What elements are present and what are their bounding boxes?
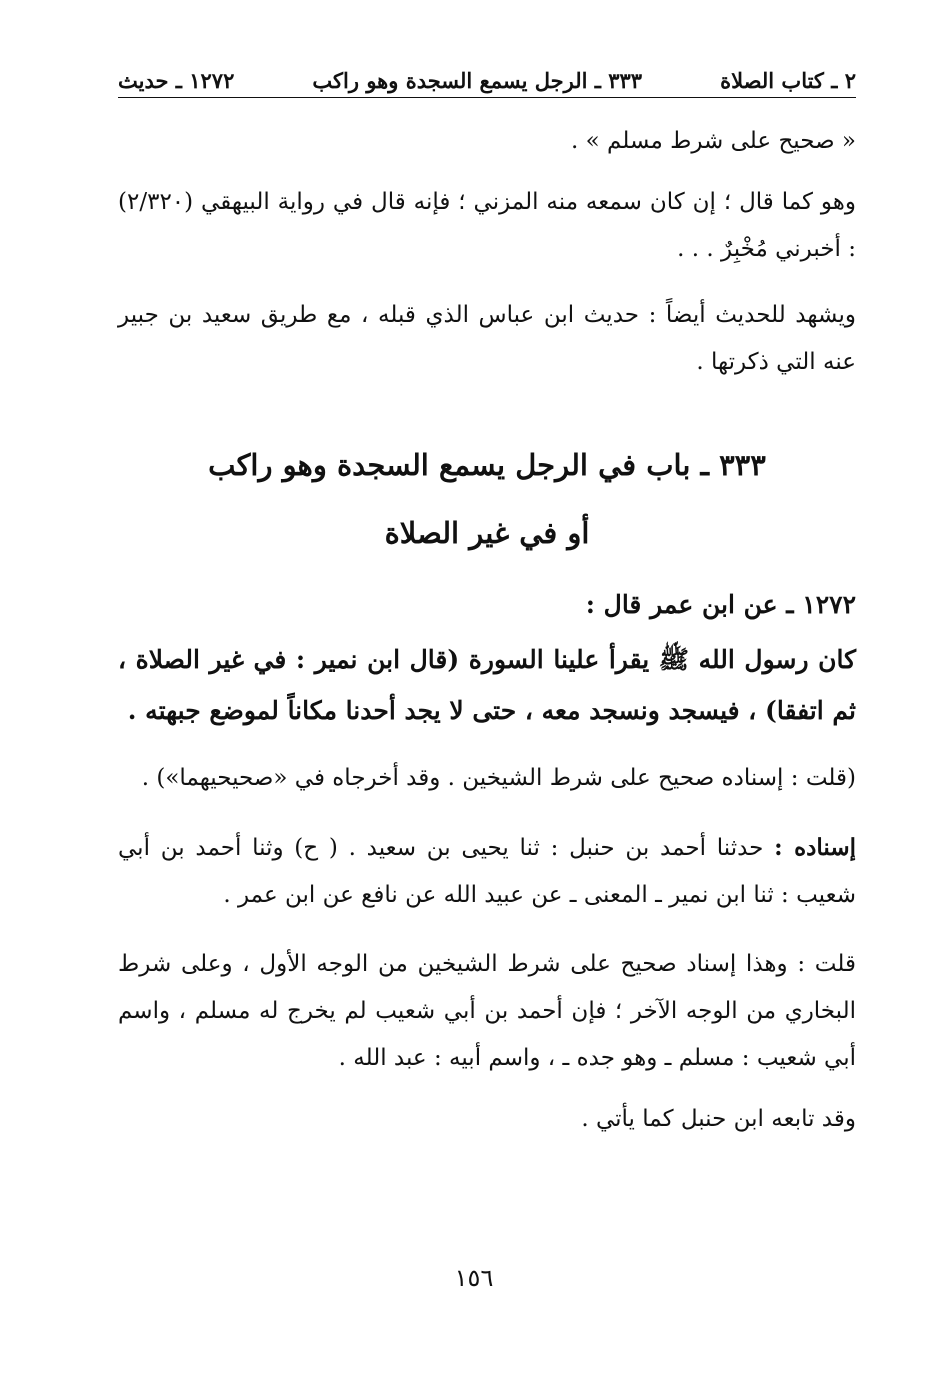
hadith-text: كان رسول الله ﷺ يقرأ علينا السورة (قال ابن نمير : في غير الصلاة ، ثم اتفقا) ، فيسجد ونسجد معه ، حتى لا يجد أحدنا مكاناً لموضع جبهته . (118, 645, 856, 725)
hadith-number: ١٢٧٢ ـ عن ابن عمر قال : (585, 590, 856, 619)
isnad-paragraph (118, 824, 856, 919)
header-section: ٣٣٣ ـ الرجل يسمع السجدة وهو راكب (312, 68, 643, 93)
chapter-subheading: أو في غير الصلاة (384, 516, 590, 550)
chapter-heading: ٣٣٣ ـ باب في الرجل يسمع السجدة وهو راكب (208, 448, 766, 482)
paragraph-sahih-note: « صحيح على شرط مسلم » . (571, 128, 856, 154)
grading-note: (قلت : إسناده صحيح على شرط الشيخين . وقد أخرجاه في «صحيحيهما») . (141, 765, 856, 791)
isnad-text: حدثنا أحمد بن حنبل : ثنا يحيى بن سعيد . ( ح) وثنا أحمد بن أبي شعيب : ثنا ابن نمير ـ المعنى ـ عن عبيد الله عن نافع عن ابن عمر . (118, 835, 856, 908)
paragraph-bayhaqi: وهو كما قال ؛ إن كان سمعه منه المزني ؛ فإنه قال في رواية البيهقي (٢/٣٢٠) : أخبرني مُخْبِرٌ . . . (118, 189, 856, 262)
page-body (118, 118, 856, 1143)
commentary-paragraph: قلت : وهذا إسناد صحيح على شرط الشيخين من الوجه الأول ، وعلى شرط البخاري من الوجه الآخر ؛ فإن أحمد بن أبي شعيب لم يخرج له مسلم ، واسم أبي شعيب : مسلم ـ وهو جده ـ ، واسم أبيه : عبد الله . (118, 951, 856, 1071)
header-hadith: ١٢٧٢ ـ حديث (118, 68, 235, 93)
paragraph-witness: ويشهد للحديث أيضاً : حديث ابن عباس الذي قبله ، مع طريق سعيد بن جبير عنه التي ذكرتها . (118, 302, 856, 375)
header-chapter: ٢ ـ كتاب الصلاة (720, 68, 856, 93)
followup-paragraph: وقد تابعه ابن حنبل كما يأتي . (581, 1106, 856, 1132)
page-number: ١٥٦ (454, 1264, 494, 1292)
running-header (118, 58, 856, 98)
isnad-label: إسناده : (774, 834, 856, 861)
